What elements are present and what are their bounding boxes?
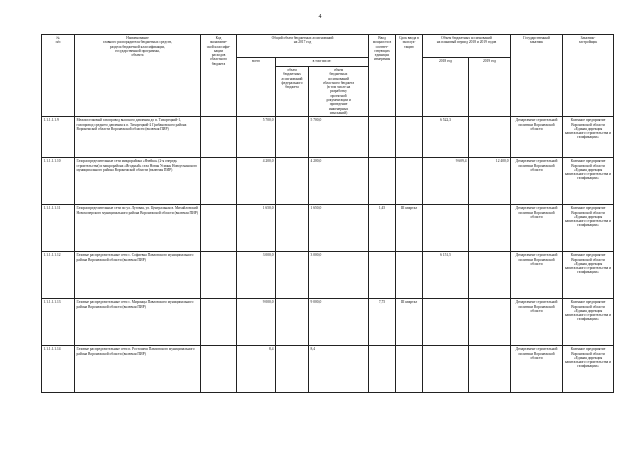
header-federal: объем бюджетных ассигнований федерального бюджета [276, 67, 309, 117]
cell-customer: Департамент строительной политики Воронежской области [511, 346, 563, 393]
header-developer: Заказчик- застройщик [563, 35, 614, 117]
cell-num: 1.1.1.1.1.14 [42, 346, 75, 393]
cell-name: Газовые распределительные сети с. Софиевка Павловского муниципального района Воронежской области (включая ПИР) [75, 252, 201, 299]
cell-capacity: 1,45 [369, 205, 396, 252]
cell-name: Межпоселковый газопровод высокого давления до п. Тихорецкий-1, газопровод среднего давления к п. Тихорецкий-2 Грибановского района Воронежской области Воронежской области (включая ПИР) [75, 117, 201, 158]
cell-capacity [369, 252, 396, 299]
cell-name: Газораспределительные сети микрорайона «Ячейка» (2-я очередь строительства) и микрорайона «Ягодный» села Новая Усмань Новоусманского муниципального района Воронежской области (включая ПИР) [75, 158, 201, 205]
cell-2019 [469, 252, 511, 299]
cell-federal [276, 346, 309, 393]
table-row [42, 158, 614, 205]
cell-total: 5 700,0 [237, 117, 276, 158]
header-including: в том числе: [276, 58, 369, 67]
cell-term [396, 117, 423, 158]
table-row [42, 117, 614, 158]
cell-federal [276, 158, 309, 205]
cell-developer: Казенное предприятие Воронежской области «Единая дирекция капитального строительства и газификации» [563, 299, 614, 346]
header-code: Код экономиче- ской классифи- кации расходов областного бюджета [201, 35, 237, 117]
cell-2018 [423, 299, 469, 346]
cell-name: Газовые распределительные сети с. Миронцы Павловского муниципального района Воронежской области (включая ПИР) [75, 299, 201, 346]
cell-capacity [369, 117, 396, 158]
cell-federal [276, 252, 309, 299]
cell-2018: 9 609,4 [423, 158, 469, 205]
cell-num: 1.1.1.1.1.10 [42, 158, 75, 205]
header-capacity: Ввод мощности в соответ- ствующих единицах измерения [369, 35, 396, 117]
cell-total: 1 650,0 [237, 205, 276, 252]
cell-num: 1.1.1.1.1.11 [42, 205, 75, 252]
cell-federal [276, 299, 309, 346]
header-planned: Объем бюджетных ассигнований на плановый период 2018 и 2019 годов [423, 35, 511, 58]
table-row [42, 299, 614, 346]
cell-total: 9 000,0 [237, 299, 276, 346]
cell-2019 [469, 346, 511, 393]
cell-customer: Департамент строительной политики Воронежской области [511, 205, 563, 252]
cell-num: 1.1.1.1.1.12 [42, 252, 75, 299]
cell-name: Газораспределительные сети по ул. Луговая, ул. Центральная в. Михайловский Новохоперского муниципального района Воронежской области (включая ПИР) [75, 205, 201, 252]
cell-developer: Казенное предприятие Воронежской области «Единая дирекция капитального строительства и газификации» [563, 158, 614, 205]
header-name: Наименование главного распорядителя бюджетных средств, раздела бюджетной классификации, государственной программы, объекта [75, 35, 201, 117]
cell-developer: Казенное предприятие Воронежской области «Единая дирекция капитального строительства и газификации» [563, 252, 614, 299]
cell-code [201, 205, 237, 252]
cell-total: 4 200,0 [237, 158, 276, 205]
cell-regional: 3 000,0 [309, 252, 369, 299]
cell-code [201, 158, 237, 205]
header-2018: 2018 год [423, 58, 469, 117]
cell-regional: 9 000,0 [309, 299, 369, 346]
cell-2018: 6 522,3 [423, 117, 469, 158]
table-header [42, 35, 614, 117]
cell-term [396, 158, 423, 205]
cell-capacity [369, 158, 396, 205]
header-total-2017: Общий объем бюджетных ассигнований на 2017 год [237, 35, 369, 58]
cell-2019 [469, 117, 511, 158]
cell-customer: Департамент строительной политики Воронежской области [511, 252, 563, 299]
cell-term: III квартал [396, 205, 423, 252]
cell-developer: Казенное предприятие Воронежской области «Единая дирекция капитального строительства и газификации» [563, 117, 614, 158]
cell-code [201, 346, 237, 393]
cell-name: Газовые распределительные сети п. Ростошеш Павловского муниципального района Воронежской области (включая ПИР) [75, 346, 201, 393]
cell-2019 [469, 205, 511, 252]
header-2019: 2019 год [469, 58, 511, 117]
cell-2019 [469, 299, 511, 346]
cell-capacity: 7,75 [369, 299, 396, 346]
cell-2019: 12 400,0 [469, 158, 511, 205]
header-customer: Государственный заказчик [511, 35, 563, 117]
cell-developer: Казенное предприятие Воронежской области «Единая дирекция капитального строительства и газификации» [563, 346, 614, 393]
cell-code [201, 117, 237, 158]
table-row [42, 252, 614, 299]
cell-total: 8,4 [237, 346, 276, 393]
page-number: 4 [318, 14, 322, 20]
header-regional: объем бюджетных ассигнований областного бюджета (в том числе на разработку проектной документации и проведение инженерных изысканий) [309, 67, 369, 117]
cell-code [201, 252, 237, 299]
cell-regional: 4 200,0 [309, 158, 369, 205]
cell-num: 1.1.1.1.1.13 [42, 299, 75, 346]
cell-federal [276, 117, 309, 158]
table-row [42, 346, 614, 393]
cell-total: 3 000,0 [237, 252, 276, 299]
cell-federal [276, 205, 309, 252]
cell-capacity [369, 346, 396, 393]
table-row [42, 205, 614, 252]
budget-table [41, 34, 614, 393]
cell-code [201, 299, 237, 346]
cell-2018: 6 151,5 [423, 252, 469, 299]
cell-customer: Департамент строительной политики Воронежской области [511, 299, 563, 346]
cell-term [396, 252, 423, 299]
cell-customer: Департамент строительной политики Воронежской области [511, 158, 563, 205]
header-num: № п/п [42, 35, 75, 117]
cell-term [396, 346, 423, 393]
cell-customer: Департамент строительной политики Воронежской области [511, 117, 563, 158]
cell-2018 [423, 205, 469, 252]
cell-regional: 1 650,0 [309, 205, 369, 252]
header-term: Срок ввода в эксплуа- тацию [396, 35, 423, 117]
cell-term: III квартал [396, 299, 423, 346]
cell-developer: Казенное предприятие Воронежской области «Единая дирекция капитального строительства и газификации» [563, 205, 614, 252]
header-total-all: всего [237, 58, 276, 117]
table-body [42, 117, 614, 393]
cell-num: 1.1.1.1.1.9 [42, 117, 75, 158]
cell-regional: 5 700,0 [309, 117, 369, 158]
cell-regional: 8,4 [309, 346, 369, 393]
cell-2018 [423, 346, 469, 393]
